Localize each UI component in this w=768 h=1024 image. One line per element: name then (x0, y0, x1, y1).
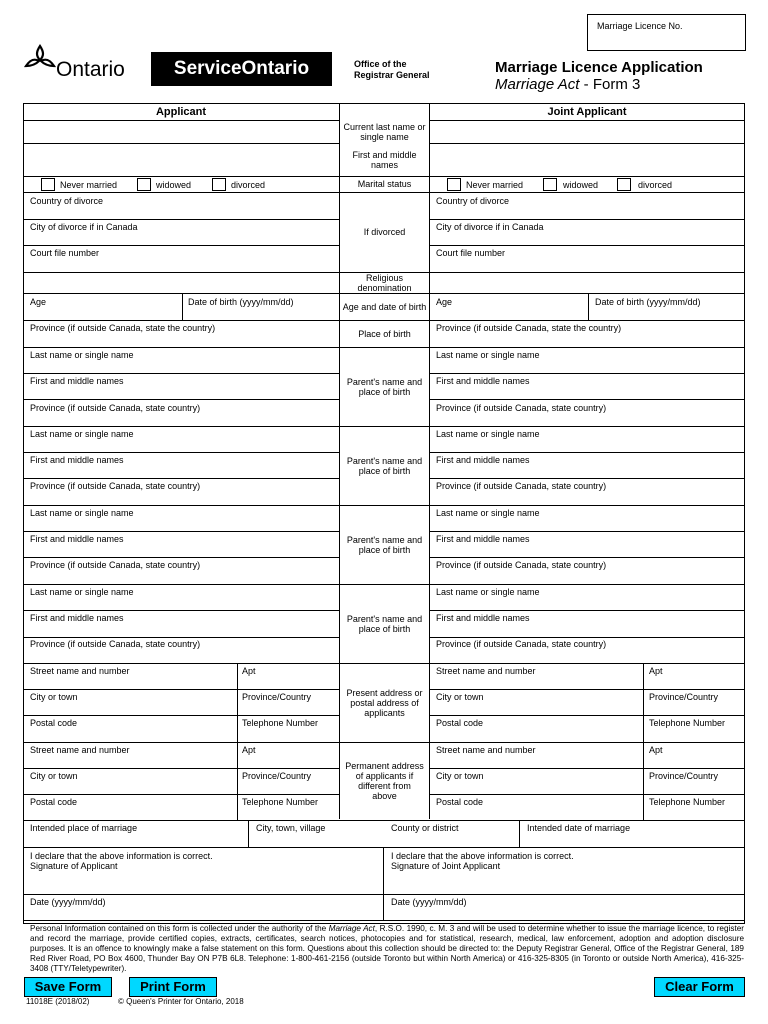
copyright-footer: © Queen's Printer for Ontario, 2018 (118, 997, 244, 1006)
center-place-birth: Place of birth (358, 328, 411, 339)
clear-form-button[interactable]: Clear Form (654, 977, 745, 997)
joint-age[interactable]: Age (436, 297, 453, 307)
applicant-country-divorce[interactable]: Country of divorce (30, 196, 104, 206)
joint-first-names[interactable] (430, 144, 744, 175)
serviceontario-logo (151, 52, 332, 86)
joint-parent3-province[interactable]: Province (if outside Canada, state country) (436, 560, 607, 570)
applicant-perm-province[interactable]: Province/Country (242, 771, 312, 781)
joint-parent1-province[interactable]: Province (if outside Canada, state country) (436, 403, 607, 413)
joint-parent1-last[interactable]: Last name or single name (436, 350, 540, 360)
form-number: - Form 3 (579, 76, 641, 93)
joint-never-married-checkbox[interactable] (447, 178, 461, 191)
applicant-age[interactable]: Age (30, 297, 47, 307)
office-line-2: Registrar General (354, 70, 430, 80)
applicant-date-label[interactable]: Date (yyyy/mm/dd) (30, 897, 106, 907)
joint-present-apt[interactable]: Apt (649, 666, 663, 676)
applicant-declaration-text: I declare that the above information is correct. (30, 851, 213, 861)
ontario-wordmark: Ontario (56, 58, 125, 81)
joint-date-label[interactable]: Date (yyyy/mm/dd) (391, 897, 467, 907)
center-marital-status: Marital status (357, 179, 412, 189)
joint-perm-apt[interactable]: Apt (649, 745, 663, 755)
applicant-perm-city[interactable]: City or town (30, 771, 78, 781)
applicant-declaration[interactable] (30, 851, 213, 871)
office-line-1: Office of the (354, 59, 407, 69)
joint-applicant-header: Joint Applicant (547, 105, 627, 118)
joint-city-divorce[interactable]: City of divorce if in Canada (436, 222, 544, 232)
joint-present-street[interactable]: Street name and number (436, 666, 536, 676)
joint-perm-postal[interactable]: Postal code (436, 797, 484, 807)
joint-parent2-last[interactable]: Last name or single name (436, 429, 540, 439)
applicant-widowed-checkbox[interactable] (137, 178, 151, 191)
joint-parent4-last[interactable]: Last name or single name (436, 587, 540, 597)
office-name (354, 59, 430, 81)
applicant-parent4-province[interactable]: Province (if outside Canada, state country) (30, 639, 201, 649)
joint-perm-province[interactable]: Province/Country (649, 771, 719, 781)
center-first-middle: First and middle names (352, 149, 417, 170)
form-subtitle (495, 76, 640, 94)
center-current-last-name: Current last name or single name (343, 121, 426, 142)
center-present-address: Present address or postal address of applicants (346, 687, 423, 718)
joint-perm-street[interactable]: Street name and number (436, 745, 536, 755)
applicant-present-province[interactable]: Province/Country (242, 692, 312, 702)
serviceontario-wordmark: ServiceOntario (173, 58, 310, 79)
applicant-parent3-last[interactable]: Last name or single name (30, 508, 134, 518)
notice-part-1: Personal Information contained on this form is collected under the authority of the (30, 924, 329, 933)
joint-perm-city[interactable]: City or town (436, 771, 484, 781)
applicant-parent4-last[interactable]: Last name or single name (30, 587, 134, 597)
applicant-signature-label: Signature of Applicant (30, 861, 118, 871)
joint-parent3-last[interactable]: Last name or single name (436, 508, 540, 518)
applicant-first-names[interactable] (24, 144, 338, 175)
applicant-parent1-first[interactable]: First and middle names (30, 376, 124, 386)
joint-perm-telephone[interactable]: Telephone Number (649, 797, 726, 807)
applicant-parent2-province[interactable]: Province (if outside Canada, state country) (30, 481, 201, 491)
applicant-religious-field[interactable] (24, 273, 338, 292)
joint-never-married-label: Never married (466, 180, 524, 190)
joint-parent4-province[interactable]: Province (if outside Canada, state country) (436, 639, 607, 649)
center-religious: Religious denomination (357, 272, 412, 293)
applicant-divorced-label: divorced (231, 180, 266, 190)
center-parent-3: Parent's name and place of birth (346, 534, 423, 555)
joint-present-province[interactable]: Province/Country (649, 692, 719, 702)
form-number-footer: 11018E (2018/02) (26, 997, 90, 1006)
joint-country-divorce[interactable]: Country of divorce (436, 196, 510, 206)
save-form-button[interactable]: Save Form (24, 977, 112, 997)
applicant-dob[interactable]: Date of birth (yyyy/mm/dd) (188, 297, 294, 307)
applicant-perm-postal[interactable]: Postal code (30, 797, 78, 807)
applicant-parent3-first[interactable]: First and middle names (30, 534, 124, 544)
joint-divorced-checkbox[interactable] (617, 178, 631, 191)
applicant-perm-apt[interactable]: Apt (242, 745, 256, 755)
licence-number-label: Marriage Licence No. (597, 21, 683, 31)
joint-parent2-province[interactable]: Province (if outside Canada, state country) (436, 481, 607, 491)
joint-court-file[interactable]: Court file number (436, 248, 506, 258)
joint-parent4-first[interactable]: First and middle names (436, 613, 530, 623)
applicant-widowed-label: widowed (156, 180, 192, 190)
joint-present-telephone[interactable]: Telephone Number (649, 718, 726, 728)
applicant-parent1-province[interactable]: Province (if outside Canada, state country) (30, 403, 201, 413)
form-title: Marriage Licence Application (495, 59, 703, 76)
joint-widowed-checkbox[interactable] (543, 178, 557, 191)
joint-widowed-label: widowed (563, 180, 599, 190)
applicant-perm-street[interactable]: Street name and number (30, 745, 130, 755)
county-district-label[interactable]: County or district (391, 823, 459, 833)
city-town-village-label[interactable]: City, town, village (256, 823, 326, 833)
joint-present-postal[interactable]: Postal code (436, 718, 484, 728)
applicant-perm-telephone[interactable]: Telephone Number (242, 797, 319, 807)
applicant-parent2-first[interactable]: First and middle names (30, 455, 124, 465)
applicant-court-file[interactable]: Court file number (30, 248, 100, 258)
act-name: Marriage Act (495, 76, 580, 93)
joint-dob[interactable]: Date of birth (yyyy/mm/dd) (595, 297, 701, 307)
joint-declaration[interactable] (391, 851, 574, 871)
applicant-parent3-province[interactable]: Province (if outside Canada, state country) (30, 560, 201, 570)
applicant-parent1-last[interactable]: Last name or single name (30, 350, 134, 360)
notice-part-2: , R.S.O. 1990, c. M. 3 and will be used to determine whether to issue the marriage licence, to register and record the marriage, provide certified copies, extracts, certificates, search notices, photocopies and for statistical, research, medical, law enforcement, adoption and adoption disclosure purposes. It is an offence to knowingly make a false statement on this form. Questions about this collection should be directed to: the Deputy Registrar General, Office of the Registrar General, 189 Red River Road, PO Box 4600, Thunder Bay ON P7B 6L8. Telephone: 1-800-461-2156 (outside Toronto but within North America) or 416-325-8305 (in Toronto or outside North America), 416-325-3408 (TTY/Teletypewriter). (30, 924, 745, 973)
intended-date-label[interactable]: Intended date of marriage (527, 823, 631, 833)
applicant-present-telephone[interactable]: Telephone Number (242, 718, 319, 728)
print-form-button[interactable]: Print Form (129, 977, 217, 997)
applicant-present-postal[interactable]: Postal code (30, 718, 78, 728)
joint-signature-label: Signature of Joint Applicant (391, 861, 501, 871)
applicant-parent2-last[interactable]: Last name or single name (30, 429, 134, 439)
center-parent-4: Parent's name and place of birth (346, 613, 423, 634)
applicant-present-city[interactable]: City or town (30, 692, 78, 702)
joint-parent1-first[interactable]: First and middle names (436, 376, 530, 386)
joint-divorced-label: divorced (638, 180, 673, 190)
joint-present-city[interactable]: City or town (436, 692, 484, 702)
applicant-current-last-name[interactable] (24, 121, 338, 142)
joint-parent2-first[interactable]: First and middle names (436, 455, 530, 465)
joint-parent3-first[interactable]: First and middle names (436, 534, 530, 544)
intended-place-label[interactable]: Intended place of marriage (30, 823, 138, 833)
applicant-city-divorce[interactable]: City of divorce if in Canada (30, 222, 138, 232)
col-divider-right (429, 103, 430, 819)
applicant-present-street[interactable]: Street name and number (30, 666, 130, 676)
ontario-logo (22, 44, 142, 84)
applicant-header: Applicant (155, 105, 207, 118)
applicant-never-married-label: Never married (60, 180, 118, 190)
applicant-never-married-checkbox[interactable] (41, 178, 55, 191)
trillium-icon (22, 44, 58, 76)
applicant-present-apt[interactable]: Apt (242, 666, 256, 676)
joint-birth-province[interactable]: Province (if outside Canada, state the country) (436, 323, 622, 333)
joint-current-last-name[interactable] (430, 121, 744, 142)
notice-act: Marriage Act (328, 924, 375, 933)
applicant-birth-province[interactable]: Province (if outside Canada, state the country) (30, 323, 216, 333)
licence-number-box[interactable] (587, 14, 746, 51)
center-permanent-address: Permanent address of applicants if different from above (345, 761, 424, 801)
joint-religious-field[interactable] (430, 273, 744, 292)
center-if-divorced: If divorced (363, 227, 406, 237)
joint-declaration-text: I declare that the above information is correct. (391, 851, 574, 861)
privacy-notice (30, 924, 744, 974)
center-age-dob: Age and date of birth (342, 301, 427, 312)
applicant-divorced-checkbox[interactable] (212, 178, 226, 191)
center-parent-1: Parent's name and place of birth (346, 376, 423, 397)
applicant-parent4-first[interactable]: First and middle names (30, 613, 124, 623)
center-parent-2: Parent's name and place of birth (346, 455, 423, 476)
